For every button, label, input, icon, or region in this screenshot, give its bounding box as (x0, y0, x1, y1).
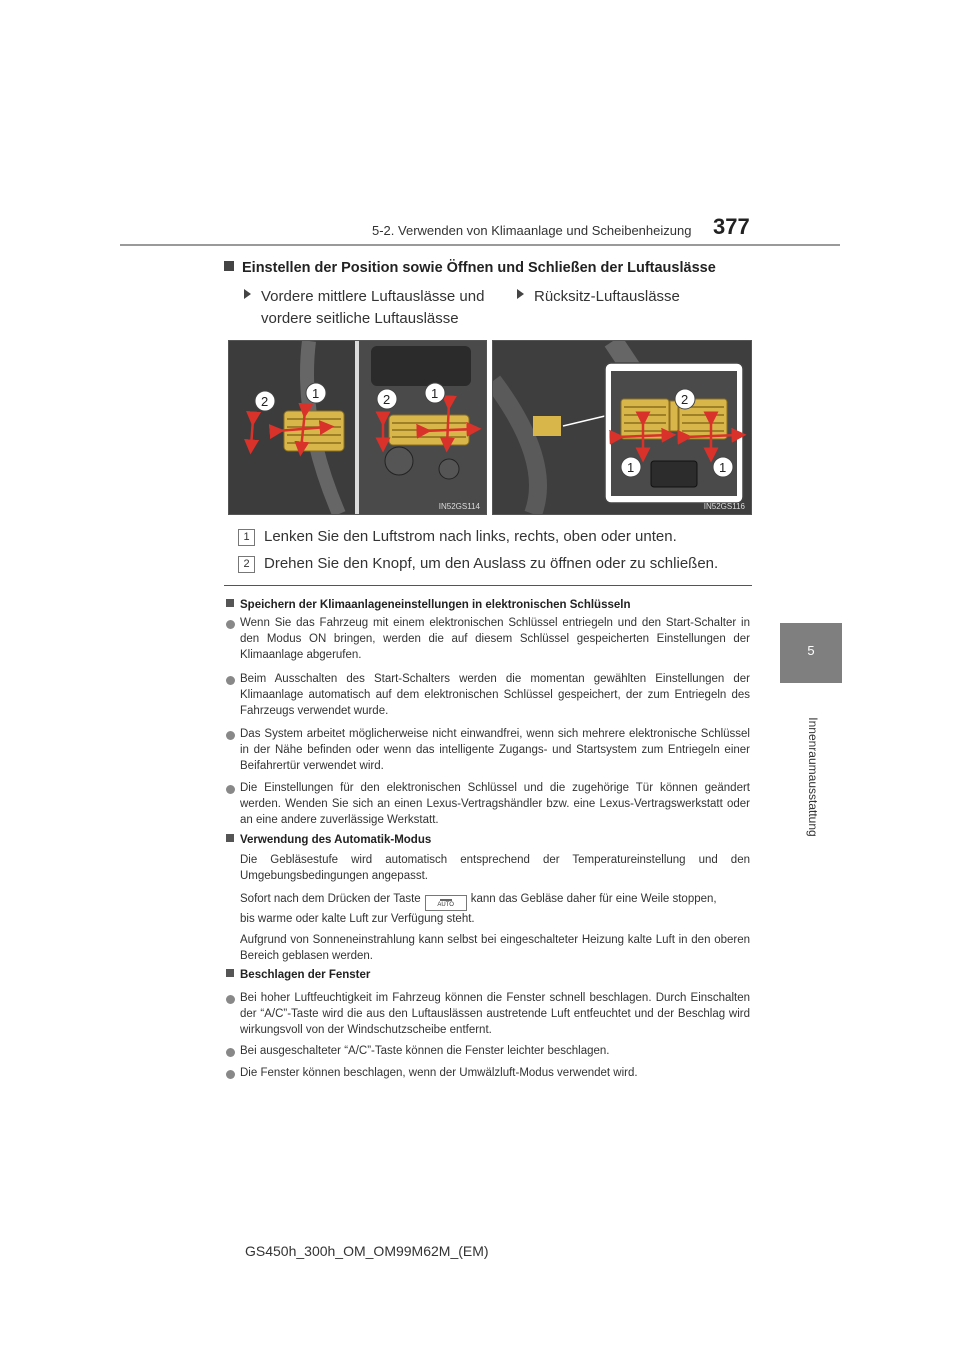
rear-vents-drawing (493, 341, 751, 514)
triangle-bullet-icon (517, 289, 524, 299)
note-text: Bei hoher Luftfeuchtigkeit im Fahrzeug können die Fenster schnell beschlagen. Durch Einschalten der “A/C”-Taste wird die aus den Luftauslässen austretende Luft entfeuchtet und der Beschlag wird wirkungsvoll von der Windschutzscheibe entfernt. (240, 992, 750, 1036)
note-text: Bei ausgeschalteter “A/C”-Taste können die Fenster leichter beschlagen. (240, 1045, 610, 1057)
note-heading-auto-mode: Verwendung des Automatik-Modus (226, 834, 431, 846)
note-text: Die Einstellungen für den elektronischen Schlüssel und die zugehörige Tür können geändert werden. Wenden Sie sich an einen Lexus-Vertragshändler bzw. eine Lexus-Vertragswerkstatt oder an eine andere zuverlässige Werkstatt. (240, 782, 750, 826)
document-code: GS450h_300h_OM_OM99M62M_(EM) (245, 1243, 489, 1259)
bullet-dot-icon (226, 676, 235, 685)
rear-vents-illustration (492, 340, 752, 515)
image-code: IN52GS114 (438, 502, 480, 511)
callout-1: 1 (719, 460, 727, 475)
note-text: Aufgrund von Sonneneinstrahlung kann selbst bei eingeschalteter Heizung kalte Luft in den oberen Bereich geblasen werden. (240, 934, 750, 962)
legend-item-1: 1 Lenken Sie den Luftstrom nach links, rechts, oben oder unten. (238, 528, 677, 546)
note-heading-fogging: Beschlagen der Fenster (226, 969, 370, 981)
bullet-dot-icon (226, 620, 235, 629)
square-bullet-icon (224, 261, 234, 271)
callout-number: 2 (238, 556, 255, 573)
running-header-title: 5-2. Verwenden von Klimaanlage und Scheibenheizung (372, 223, 692, 238)
callout-number: 1 (238, 529, 255, 546)
chapter-tab (780, 623, 842, 683)
square-bullet-icon (226, 834, 234, 842)
square-bullet-icon (226, 969, 234, 977)
bullet-dot-icon (226, 785, 235, 794)
auto-button-icon: AUTO (425, 895, 467, 911)
note-text-auto-key: Sofort nach dem Drücken der Taste AUTO kann das Gebläse daher für eine Weile stoppen, bis warme oder kalte Luft zur Verfügung steht. (240, 893, 717, 925)
section-divider (224, 585, 752, 586)
legend-item-2: 2 Drehen Sie den Knopf, um den Auslass zu öffnen oder zu schließen. (238, 555, 718, 573)
callout-1: 1 (431, 386, 439, 401)
bullet-dot-icon (226, 1048, 235, 1057)
callout-1: 1 (312, 386, 320, 401)
front-vents-illustration (228, 340, 487, 515)
chapter-title-vertical: Innenraumausstattung (806, 717, 820, 837)
chapter-number: 5 (807, 643, 815, 658)
section-heading: Einstellen der Position sowie Öffnen und Schließen der Luftauslässe (224, 260, 716, 276)
image-code: IN52GS116 (703, 502, 745, 511)
bullet-dot-icon (226, 1070, 235, 1079)
note-text: Das System arbeitet möglicherweise nicht einwandfrei, wenn sich mehrere elektronische Schlüssel in der Nähe befinden oder wenn das intelligente Zugangs- und Startsystem zum Entriegeln einer Beifahrertür verwendet wird. (240, 728, 750, 772)
note-text: Wenn Sie das Fahrzeug mit einem elektronischen Schlüssel entriegeln und den Start-Schalter in den Modus ON bringen, werden die auf diesem Schlüssel gespeicherten Einstellungen der Klimaanlage abgerufen. (240, 617, 750, 661)
callout-1: 1 (627, 460, 635, 475)
note-text: Die Gebläsestufe wird automatisch entsprechend der Temperatureinstellung und den Umgebungsbedingungen angepasst. (240, 854, 750, 882)
bullet-dot-icon (226, 731, 235, 740)
front-vents-drawing (229, 341, 486, 514)
bullet-dot-icon (226, 995, 235, 1004)
note-text: Beim Ausschalten des Start-Schalters werden die momentan gewählten Einstellungen der Klimaanlage automatisch auf dem elektronischen Schlüssel gespeichert, der zum Entriegeln des Fahrzeugs verwendet wurde. (240, 673, 750, 717)
callout-2: 2 (261, 394, 269, 409)
note-text: Die Fenster können beschlagen, wenn der Umwälzluft-Modus verwendet wird. (240, 1067, 638, 1079)
note-heading-key-storage: Speichern der Klimaanlageneinstellungen in elektronischen Schlüsseln (226, 599, 630, 611)
right-image-caption: Rücksitz-Luftauslässe (517, 286, 680, 308)
callout-2: 2 (681, 392, 689, 407)
callout-2: 2 (383, 392, 391, 407)
header-rule (120, 244, 840, 246)
square-bullet-icon (226, 599, 234, 607)
page-number: 377 (713, 214, 750, 239)
left-image-caption: Vordere mittlere Luftauslässe und vordere seitliche Luftauslässe (244, 286, 484, 330)
triangle-bullet-icon (244, 289, 251, 299)
